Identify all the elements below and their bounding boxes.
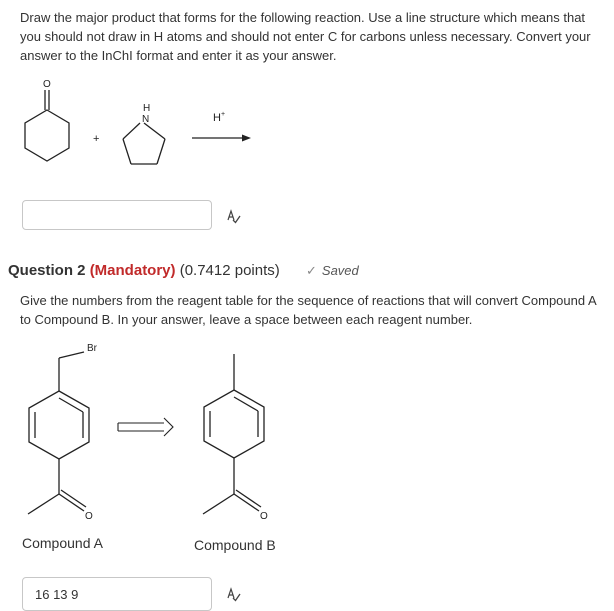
question2-prompt: Give the numbers from the reagent table for the sequence of reactions that will convert Compound A to Compound B. In your answer, leave a space between each reagent number. <box>20 293 596 327</box>
cyclohexanone-oxygen-label: O <box>43 79 51 90</box>
catalyst-label: H+ <box>213 111 226 124</box>
compound-a-oxygen-label: O <box>85 511 93 522</box>
compound-b-oxygen-label: O <box>260 511 268 522</box>
check-icon: ✓ <box>306 263 317 278</box>
compound-a-bromine-label: Br <box>87 343 97 354</box>
conversion-arrow <box>118 418 173 436</box>
spellcheck-icon[interactable] <box>226 586 242 602</box>
question2-answer-input[interactable] <box>22 577 212 611</box>
pyrrolidine-h-label: H <box>143 103 151 114</box>
compound-b-caption: Compound B <box>194 537 276 553</box>
compound-b-structure <box>203 354 264 514</box>
mandatory-label: (Mandatory) <box>89 262 176 279</box>
plus-sign: + <box>93 133 100 145</box>
question1-prompt: Draw the major product that forms for the following reaction. Use a line structure which means that you should not draw in H atoms and should not enter C for carbons unless necessary. Convert your answer to the InChI format and enter it as your answer. <box>20 10 591 63</box>
compound-a-caption: Compound A <box>22 535 103 551</box>
points-label: (0.7412 points) <box>179 262 280 279</box>
saved-label: Saved <box>321 263 359 278</box>
question-number: Question 2 <box>8 262 86 279</box>
pyrrolidine-n-label: N <box>142 114 150 125</box>
compound-a-structure <box>28 352 89 514</box>
